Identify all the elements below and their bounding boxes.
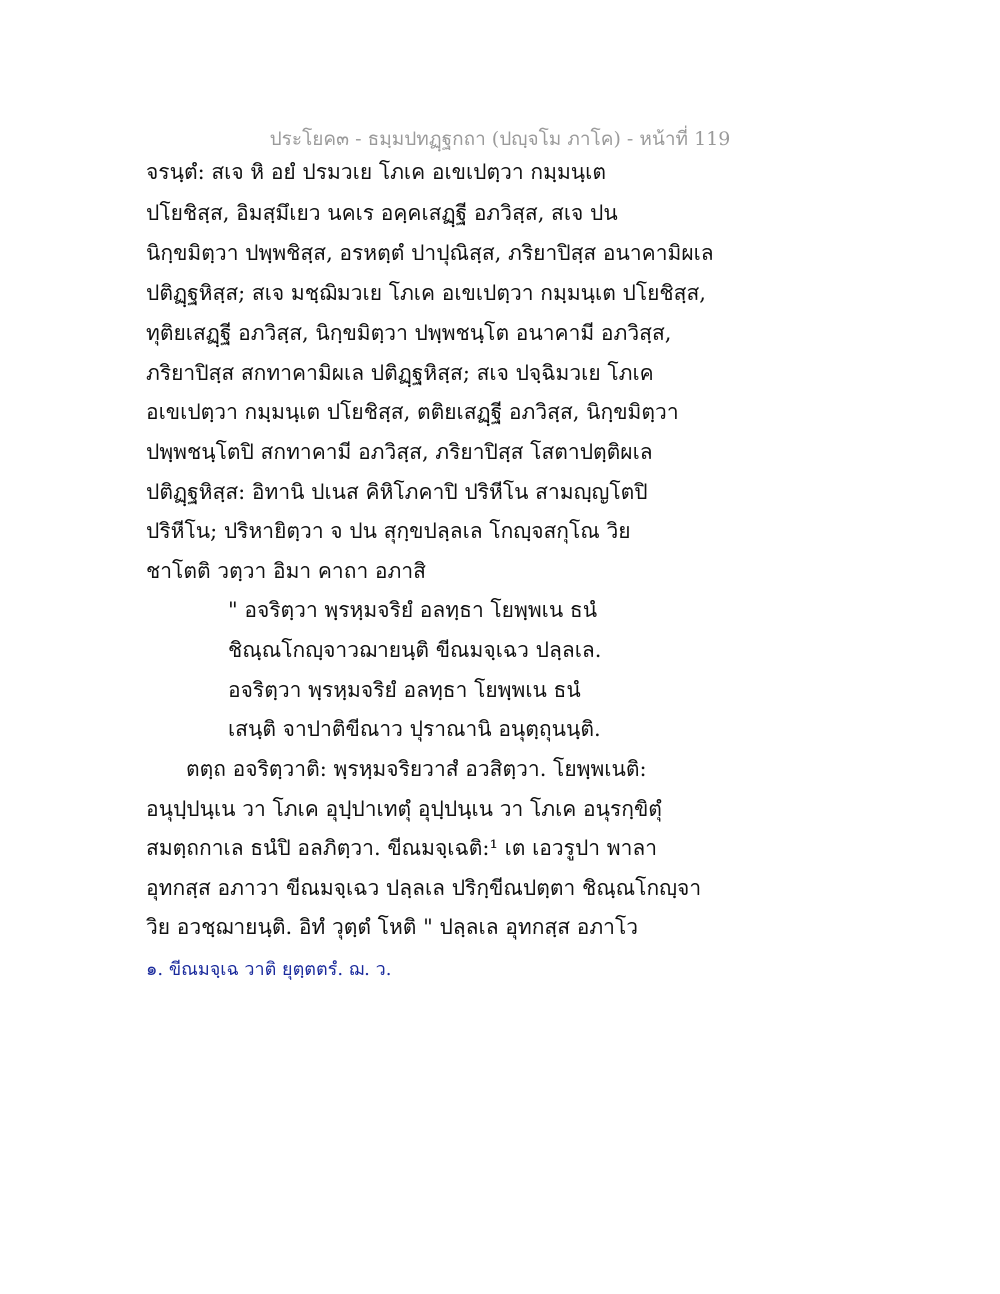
commentary-line: ตตฺถ อจริตฺวาติ: พฺรหฺมจริยวาสํ อวสิตฺวา. โยพฺพเนติ: — [186, 757, 647, 781]
verse-line: อจริตฺวา พฺรหฺมจริยํ อลทฺธา โยพฺพเน ธนํ — [228, 678, 581, 702]
commentary-line: วิย อวชฺฌายนฺติ. อิทํ วุตฺตํ โหติ " ปลฺลเล อุทกสฺส อภาโว — [146, 915, 639, 939]
body-line: ปติฏฺฐหิสฺส; สเจ มชฺฌิมวเย โภเค อเขเปตฺวา กมฺมนฺเต ปโยชิสฺส, — [146, 281, 706, 305]
verse-line: เสนฺติ จาปาติขีณาว ปุราณานิ อนุตฺถุนนฺติ. — [228, 717, 601, 741]
verse-line: " อจริตฺวา พฺรหฺมจริยํ อลทฺธา โยพฺพเน ธนํ — [228, 598, 598, 622]
body-line: ภริยาปิสฺส สกทาคามิผเล ปติฏฺฐหิสฺส; สเจ ปจฺฉิมวเย โภเค — [146, 361, 654, 385]
commentary-line: สมตฺถกาเล ธนํปิ อลภิตฺวา. ขีณมจฺเฉติ:¹ เต เอวรูปา พาลา — [146, 836, 658, 860]
footnote: ๑. ขีณมจฺเฉ วาติ ยุตฺตตรํ. ฌ. ว. — [146, 959, 392, 980]
body-line: ปพฺพชนฺโตปิ สกทาคามี อภวิสฺส, ภริยาปิสฺส โสตาปตฺติผเล — [146, 440, 653, 464]
body-line: จรนฺตํ: สเจ หิ อยํ ปรมวเย โภเค อเขเปตฺวา กมฺมนฺเต — [146, 160, 606, 184]
verse-line: ชิณฺณโกญฺจาวฌายนฺติ ขีณมจฺเฉว ปลฺลเล. — [228, 638, 602, 662]
commentary-line: อุทกสฺส อภาวา ขีณมจฺเฉว ปลฺลเล ปริกฺขีณปตฺตา ชิณฺณโกญฺจา — [146, 876, 702, 900]
body-line: ปติฏฺฐหิสฺส: อิทานิ ปเนส คิหิโภคาปิ ปริหีโน สามญฺญโตปิ — [146, 480, 648, 504]
body-line: ปริหีโน; ปริหายิตฺวา จ ปน สุกฺขปลฺลเล โกญฺจสกุโณ วิย — [146, 519, 631, 543]
body-line: ปโยชิสฺส, อิมสฺมึเยว นคเร อคฺคเสฏฺฐี อภวิสฺส, สเจ ปน — [146, 201, 618, 225]
body-line: อเขเปตฺวา กมฺมนฺเต ปโยชิสฺส, ตติยเสฏฺฐี อภวิสฺส, นิกฺขมิตฺวา — [146, 400, 679, 424]
body-line: ทุติยเสฏฺฐี อภวิสฺส, นิกฺขมิตฺวา ปพฺพชนฺโต อนาคามี อภวิสฺส, — [146, 321, 672, 345]
body-line: นิกฺขมิตฺวา ปพฺพชิสฺส, อรหตฺตํ ปาปุณิสฺส, ภริยาปิสฺส อนาคามิผเล — [146, 241, 714, 265]
page-header: ประโยค๓ - ธมฺมปทฏฺฐกถา (ปญฺจโม ภาโค) - หน้าที่ 119 — [269, 128, 731, 150]
body-line: ชาโตติ วตฺวา อิมา คาถา อภาสิ — [146, 559, 426, 583]
commentary-line: อนุปฺปนฺเน วา โภเค อุปฺปาเทตุํ อุปฺปนฺเน วา โภเค อนุรกฺขิตุํ — [146, 797, 662, 821]
